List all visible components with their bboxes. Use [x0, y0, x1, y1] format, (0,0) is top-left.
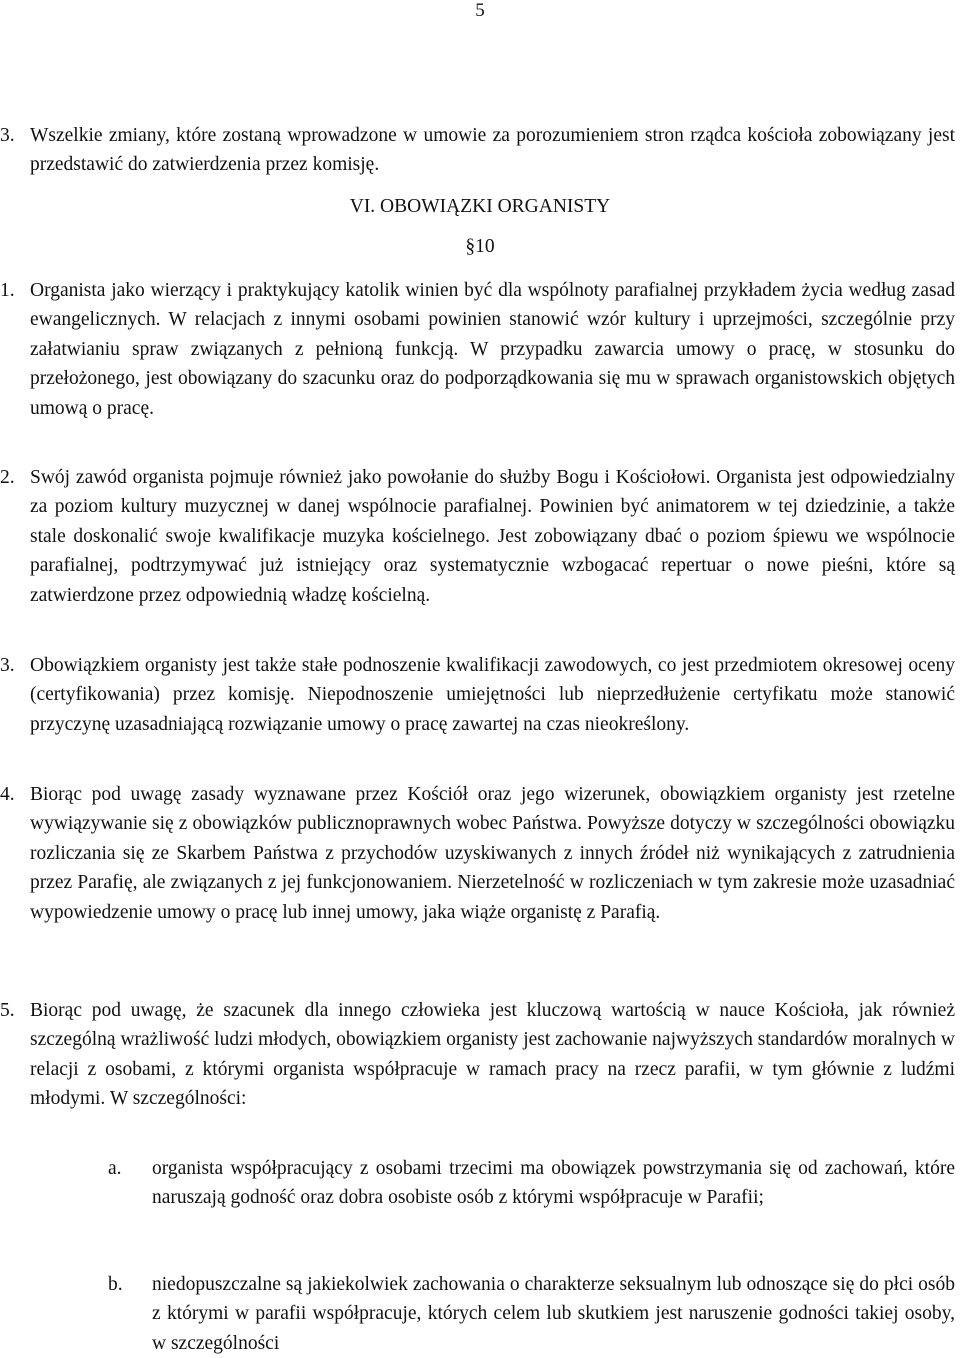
list-item-1: [0, 276, 955, 423]
item-number: 3.: [0, 125, 15, 146]
item-number: 4.: [0, 784, 15, 805]
page-number: 5: [475, 0, 485, 21]
item-number: 5.: [0, 1000, 15, 1021]
item-text: Wszelkie zmiany, które zostaną wprowadzone w umowie za porozumieniem stron rządca kościoła zobowiązany jest przedstawić do zatwierdzenia przez komisję.: [30, 125, 955, 176]
item-number: 3.: [0, 655, 15, 676]
sub-item-a: [108, 1154, 955, 1213]
sub-item-text: niedopuszczalne są jakiekolwiek zachowania o charakterze seksualnym lub odnoszące się do płci osób z którymi w parafii współpracuje, których celem lub skutkiem jest naruszenie godności takiej osoby, w szczególności: [152, 1274, 955, 1354]
sub-item-letter: a.: [108, 1158, 122, 1179]
item-text: Swój zawód organista pojmuje również jako powołanie do służby Bogu i Kościołowi. Organista jest odpowiedzialny za poziom kultury muzycznej w danej wspólnocie parafialnej. Powinien być animatorem w tej dziedzinie, a także stale doskonalić swoje kwalifikacje muzyka kościelnego. Jest zobowiązany dbać o poziom śpiewu we wspólnocie parafialnej, podtrzymywać już istniejący oraz systematycznie wzbogacać repertuar o nowe pieśni, które są zatwierdzone przez odpowiednią władzę kościelną.: [30, 467, 955, 606]
sub-item-b: [108, 1270, 955, 1358]
list-item-5: [0, 996, 955, 1114]
section-heading: VI. OBOWIĄZKI ORGANISTY: [349, 196, 611, 217]
item-number: 2.: [0, 467, 15, 488]
sub-item-text: organista współpracujący z osobami trzecimi ma obowiązek powstrzymania się od zachowań, które naruszają godność oraz dobra osobiste osób z którymi współpracuje w Parafii;: [152, 1158, 955, 1209]
paragraph-mark: §10: [465, 236, 495, 257]
item-number: 1.: [0, 280, 15, 301]
sub-item-letter: b.: [108, 1274, 123, 1295]
item-text: Biorąc pod uwagę, że szacunek dla innego człowieka jest kluczową wartością w nauce Kościoła, jak również szczególną wrażliwość ludzi młodych, obowiązkiem organisty jest zachowanie najwyższych standardów moralnych w relacji z osobami, z którymi organista współpracuje w ramach pracy na rzecz parafii, w tym głównie z ludźmi młodymi. W szczególności:: [30, 1000, 955, 1110]
item-text: Obowiązkiem organisty jest także stałe podnoszenie kwalifikacji zawodowych, co jest przedmiotem okresowej oceny (certyfikowania) przez komisję. Niepodnoszenie umiejętności lub nieprzedłużenie certyfikatu może stanowić przyczynę uzasadniającą rozwiązanie umowy o pracę zawartej na czas nieokreślony.: [30, 655, 955, 735]
list-item-2: [0, 463, 955, 610]
item-text: Biorąc pod uwagę zasady wyznawane przez Kościół oraz jego wizerunek, obowiązkiem organisty jest rzetelne wywiązywanie się z obowiązków publicznoprawnych wobec Państwa. Powyższe dotyczy w szczególności obowiązku rozliczania się ze Skarbem Państwa z przychodów uzyskiwanych z innych źródeł niż wynikających z zatrudnienia przez Parafię, ale związanych z jej funkcjonowaniem. Nierzetelność w rozliczeniach w tym zakresie może uzasadniać wypowiedzenie umowy o pracę lub innej umowy, jaka wiąże organistę z Parafią.: [30, 784, 955, 923]
list-item-4: [0, 780, 955, 927]
list-item-3-continued: [0, 121, 955, 180]
list-item-3: [0, 651, 955, 739]
item-text: Organista jako wierzący i praktykujący katolik winien być dla wspólnoty parafialnej przykładem życia według zasad ewangelicznych. W relacjach z innymi osobami powinien stanowić wzór kultury i uprzejmości, szczególnie przy załatwianiu spraw związanych z pełnioną funkcją. W przypadku zawarcia umowy o pracę, w stosunku do przełożonego, jest obowiązany do szacunku oraz do podporządkowania się mu w sprawach organistowskich objętych umową o pracę.: [30, 280, 955, 419]
